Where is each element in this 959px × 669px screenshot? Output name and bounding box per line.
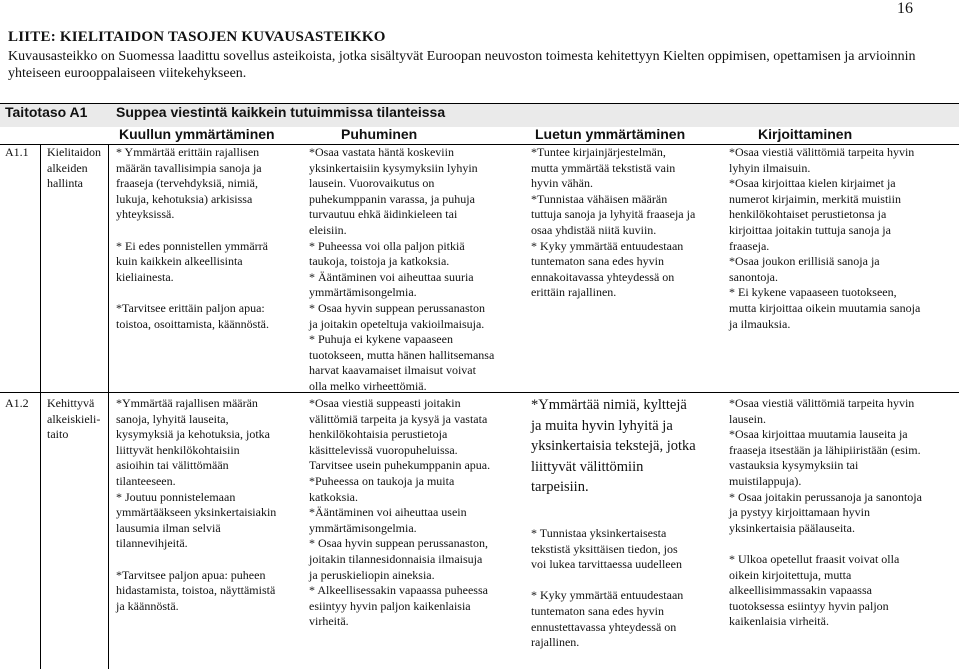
cell-listening: *Ymmärtää rajallisen määrän sanoja, lyhyitä lauseita, kysymyksiä ja kehotuksia, jotka liittyvät henkilökohtaisiin asioihin tai välittömään tilanteeseen. * Joutuu ponnistelemaan ymmärtääkseen yksinkertaisiakin lausumia ilman selviä tilannevihjeitä. *Tarvitsee paljon apua: puheen hidastamista, toistoa, näyttämistä ja käännöstä. (116, 396, 277, 613)
cell-writing: *Osaa viestiä välittömiä tarpeita hyvin lyhyin ilmaisuin. *Osaa kirjoittaa kielen kirjaimet ja numerot kirjaimin, merkitä muistiin henkilökohtaiset perustietonsa ja kirjoittaa joitakin tuttuja sanoja ja fraaseja. *Osaa joukon erillisiä sanoja ja sanontoja. * Ei kykene vapaaseen tuotokseen, mutta kirjoittaa oikein muutamia sanoja ja ilmauksia. (729, 145, 921, 331)
row-code: A1.1 (5, 145, 29, 159)
column-headers (0, 126, 959, 145)
column-header-speaking: Puhuminen (341, 126, 418, 142)
column-header-writing: Kirjoittaminen (758, 126, 853, 142)
cell-reading: *Tuntee kirjainjärjestelmän, mutta ymmärtää tekstistä vain hyvin vähän. *Tunnistaa vähäisen määrän tuttuja sanoja ja lyhyitä fraaseja ja osaa yhdistää niitä kuviin. * Kyky ymmärtää entuudestaan tuntematon sana edes hyvin ennakoitavassa yhteydessä on erittäin rajallinen. (531, 145, 696, 300)
cell-speaking: *Osaa viestiä suppeasti joitakin välittömiä tarpeita ja kysyä ja vastata henkilökohtaisia perustietoja käsittelevissä vuoropuheluissa. Tarvitsee usein puhekumppanin apua. *Puheessa on taukoja ja muita katkoksia. *Ääntäminen voi aiheuttaa usein ymmärtämisongelmia. * Osaa hyvin suppean perussanaston, joitakin tilannesidonnaisia ilmaisuja ja peruskieliopin aineksia. * Alkeellisessakin vapaassa puheessa esiintyy hyvin paljon kaikenlaisia virheitä. (309, 396, 491, 629)
cell-speaking: *Osaa vastata häntä koskeviin yksinkertaisiin kysymyksiin lyhyin lausein. Vuorovaikutus on puhekumppanin varassa, ja puhuja turvautuu ehkä äidinkieleen tai eleisiin. * Puheessa voi olla paljon pitkiä taukoja, toistoja ja katkoksia. * Ääntäminen voi aiheuttaa suuria ymmärtämisongelmia. * Osaa hyvin suppean perussanaston ja joitakin opeteltuja vakioilmaisuja. * Puhuja ei kykene vapaaseen tuotokseen, mutta hänen hallitsemansa harvat kaavamaiset ilmaisut voivat olla melko virheettömiä. (309, 145, 495, 393)
page-title: LIITE: KIELITAIDON TASOJEN KUVAUSASTEIKKO (8, 29, 386, 45)
column-header-listening: Kuullun ymmärtäminen (119, 126, 275, 142)
level-label: Taitotaso A1 (5, 104, 88, 120)
row-name: Kielitaidon alkeiden hallinta (47, 145, 101, 191)
grid-line (108, 144, 109, 669)
cell-listening: * Ymmärtää erittäin rajallisen määrän tavallisimpia sanoja ja fraaseja (tervehdyksiä, nimiä, lukuja, kehotuksia) arkisissa yhteyksissä. * Ei edes ponnistellen ymmärrä kuin kaikkein alkeellisinta kieliainesta. *Tarvitsee erittäin paljon apua: toistoa, osoittamista, käännöstä. (116, 145, 269, 331)
row-name: Kehittyvä alkeiskieli- taito (47, 396, 101, 442)
intro-paragraph: Kuvausasteikko on Suomessa laadittu sovellus asteikoista, jotka sisältyvät Euroopan neuvoston toimesta kehitettyyn Kielten oppimisen, opettamisen ja arvioinnin yhteiseen eurooppalaiseen viitekehykseen. (8, 49, 916, 81)
cell-writing: *Osaa viestiä välittömiä tarpeita hyvin lausein. *Osaa kirjoittaa muutamia lauseita ja fraaseja itsestään ja lähipiiristään (esim. vastauksia kysymyksiin tai muistilappuja). * Osaa joitakin perussanoja ja sanontoja ja pystyy kirjoittamaan hyvin yksinkertaisia päälauseita. * Ulkoa opetellut fraasit voivat olla oikein kirjoitettuja, mutta alkeellisimmassakin vapaassa tuotoksessa esiintyy hyvin paljon kaikenlaisia virheitä. (729, 396, 922, 629)
cell-reading: * Tunnistaa yksinkertaisesta tekstistä yksittäisen tiedon, jos voi lukea tarvittaessa uudelleen * Kyky ymmärtää entuudestaan tuntematon sana edes hyvin ennustettavassa yhteydessä on rajallinen. (531, 526, 684, 650)
column-header-reading: Luetun ymmärtäminen (535, 126, 686, 142)
row-code: A1.2 (5, 396, 29, 410)
level-description: Suppea viestintä kaikkein tutuimmissa tilanteissa (116, 104, 446, 120)
page-number: 16 (897, 0, 913, 17)
grid-line (40, 144, 41, 669)
cell-reading-lead: *Ymmärtää nimiä, kylttejä ja muita hyvin lyhyitä ja yksinkertaisia tekstejä, jotka liittyvät välittömiin tarpeisiin. (531, 397, 696, 495)
